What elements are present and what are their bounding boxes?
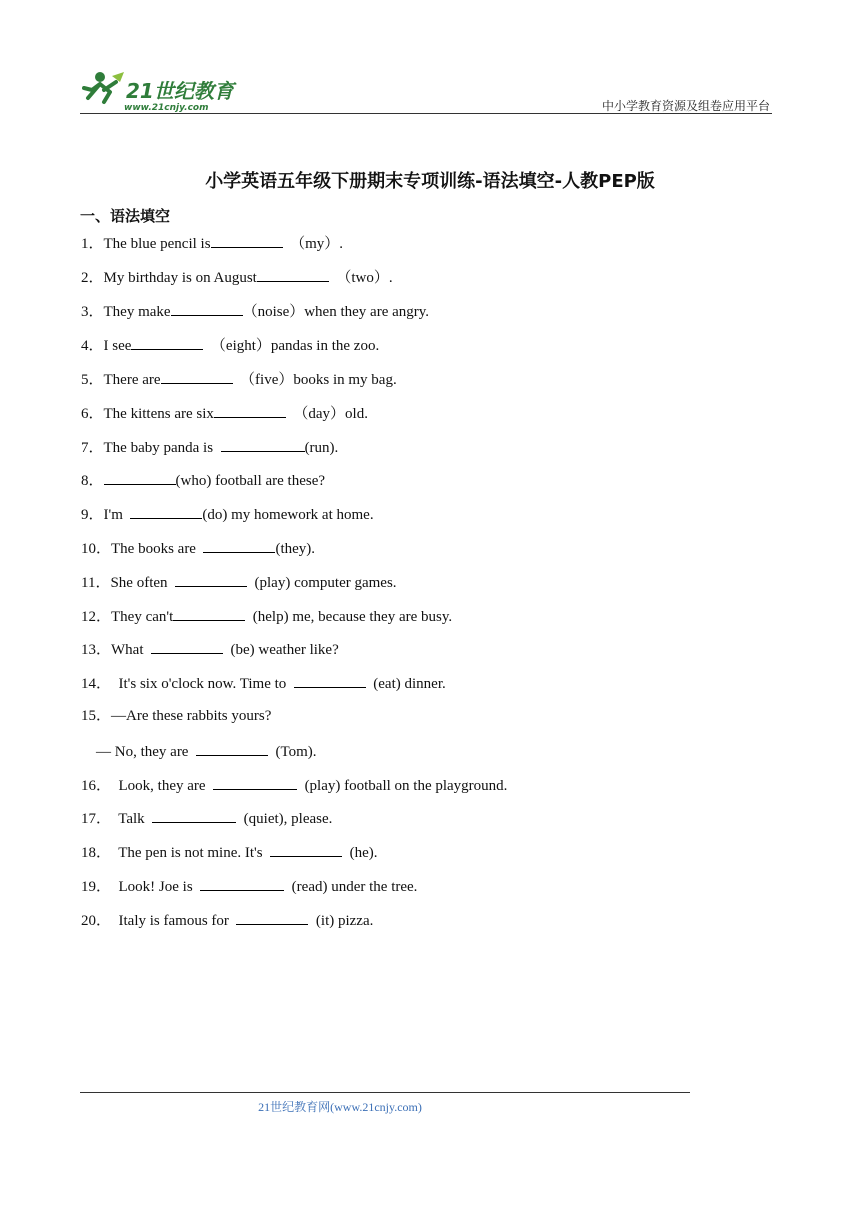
- question-item: [81, 233, 343, 253]
- answer-blank[interactable]: [175, 572, 247, 587]
- header-divider: [80, 113, 772, 114]
- answer-blank[interactable]: [196, 741, 268, 756]
- question-text: 18． The pen is not mine. It's: [81, 845, 271, 861]
- site-logo: [78, 68, 248, 114]
- question-item: [81, 301, 429, 321]
- question-text: 6．The kittens are six: [81, 406, 214, 422]
- platform-tagline: 中小学教育资源及组卷应用平台: [601, 99, 770, 113]
- question-item: [81, 707, 271, 725]
- question-text: 9．I'm: [81, 507, 131, 523]
- question-item: [81, 572, 397, 592]
- question-text: 10．The books are: [81, 541, 204, 557]
- question-item: [81, 335, 379, 355]
- question-text: 20． Italy is famous for: [81, 913, 237, 929]
- question-hint: (do) my homework at home.: [202, 507, 374, 523]
- question-text: 8．: [81, 473, 104, 489]
- question-item: [81, 267, 393, 287]
- question-hint: (play) football on the playground.: [297, 778, 508, 794]
- question-text: 4．I see: [81, 338, 132, 354]
- footer-link[interactable]: 21世纪教育网(www.21cnjy.com): [258, 1100, 422, 1114]
- question-text: 14． It's six o'clock now. Time to: [81, 676, 294, 692]
- question-item: [81, 538, 315, 558]
- page-title: 小学英语五年级下册期末专项训练-语法填空-人教PEP版: [205, 171, 655, 192]
- answer-blank[interactable]: [214, 403, 286, 418]
- question-hint: （noise）when they are angry.: [242, 304, 430, 320]
- question-item: [81, 369, 397, 389]
- question-hint: （five）books in my bag.: [232, 372, 397, 388]
- question-hint: （day）old.: [285, 406, 368, 422]
- question-hint: （my）.: [282, 236, 343, 252]
- question-text: 11．She often: [81, 575, 176, 591]
- question-hint: (eat) dinner.: [365, 676, 446, 692]
- question-item: [81, 403, 368, 423]
- answer-blank[interactable]: [200, 876, 284, 891]
- question-hint: (he).: [342, 845, 378, 861]
- answer-blank[interactable]: [104, 470, 176, 485]
- answer-blank[interactable]: [203, 538, 275, 553]
- question-hint: (run).: [304, 440, 339, 456]
- runner-icon: [84, 72, 124, 102]
- question-hint: (help) me, because they are busy.: [245, 609, 453, 625]
- question-text: 7．The baby panda is: [81, 440, 221, 456]
- answer-blank[interactable]: [221, 437, 305, 452]
- footer-divider: [80, 1092, 690, 1093]
- question-item: [81, 606, 452, 626]
- question-text: 13．What: [81, 642, 151, 658]
- question-item: [81, 673, 446, 693]
- question-item: [81, 504, 374, 524]
- question-item: [81, 876, 417, 896]
- question-hint: （eight）pandas in the zoo.: [203, 338, 380, 354]
- question-hint: (Tom).: [267, 744, 317, 760]
- question-text: 12．They can't: [81, 609, 174, 625]
- question-item: [81, 808, 332, 828]
- question-hint: (quiet), please.: [236, 811, 333, 827]
- question-item: [81, 910, 373, 930]
- question-hint: (it) pizza.: [308, 913, 374, 929]
- question-hint: (play) computer games.: [247, 575, 397, 591]
- question-item: [81, 639, 339, 659]
- answer-blank[interactable]: [211, 233, 283, 248]
- question-hint: （two）.: [328, 270, 393, 286]
- question-hint: (they).: [275, 541, 316, 557]
- question-item: [81, 741, 317, 761]
- answer-blank[interactable]: [270, 842, 342, 857]
- answer-blank[interactable]: [161, 369, 233, 384]
- question-text: 2．My birthday is on August: [81, 270, 257, 286]
- question-hint: (be) weather like?: [222, 642, 339, 658]
- logo-url: www.21cnjy.com: [124, 103, 209, 113]
- question-text: 17． Talk: [81, 811, 153, 827]
- section-heading: 一、语法填空: [80, 207, 171, 225]
- answer-blank[interactable]: [151, 639, 223, 654]
- question-item: [81, 470, 325, 490]
- answer-blank[interactable]: [130, 504, 202, 519]
- answer-blank[interactable]: [294, 673, 366, 688]
- question-item: [81, 842, 377, 862]
- question-text: 3．They make: [81, 304, 171, 320]
- logo-text: 21世纪教育: [126, 79, 234, 103]
- answer-blank[interactable]: [152, 808, 236, 823]
- question-item: [81, 775, 507, 795]
- question-text: 5．There are: [81, 372, 161, 388]
- question-text: 15．—Are these rabbits yours?: [81, 708, 272, 724]
- answer-blank[interactable]: [213, 775, 297, 790]
- question-text: 1．The blue pencil is: [81, 236, 211, 252]
- question-hint: (read) under the tree.: [284, 879, 418, 895]
- question-text: — No, they are: [81, 744, 196, 760]
- answer-blank[interactable]: [173, 606, 245, 621]
- question-text: 16． Look, they are: [81, 778, 214, 794]
- answer-blank[interactable]: [257, 267, 329, 282]
- answer-blank[interactable]: [131, 335, 203, 350]
- question-hint: (who) football are these?: [175, 473, 326, 489]
- answer-blank[interactable]: [171, 301, 243, 316]
- answer-blank[interactable]: [236, 910, 308, 925]
- question-text: 19． Look! Joe is: [81, 879, 201, 895]
- question-item: [81, 437, 338, 457]
